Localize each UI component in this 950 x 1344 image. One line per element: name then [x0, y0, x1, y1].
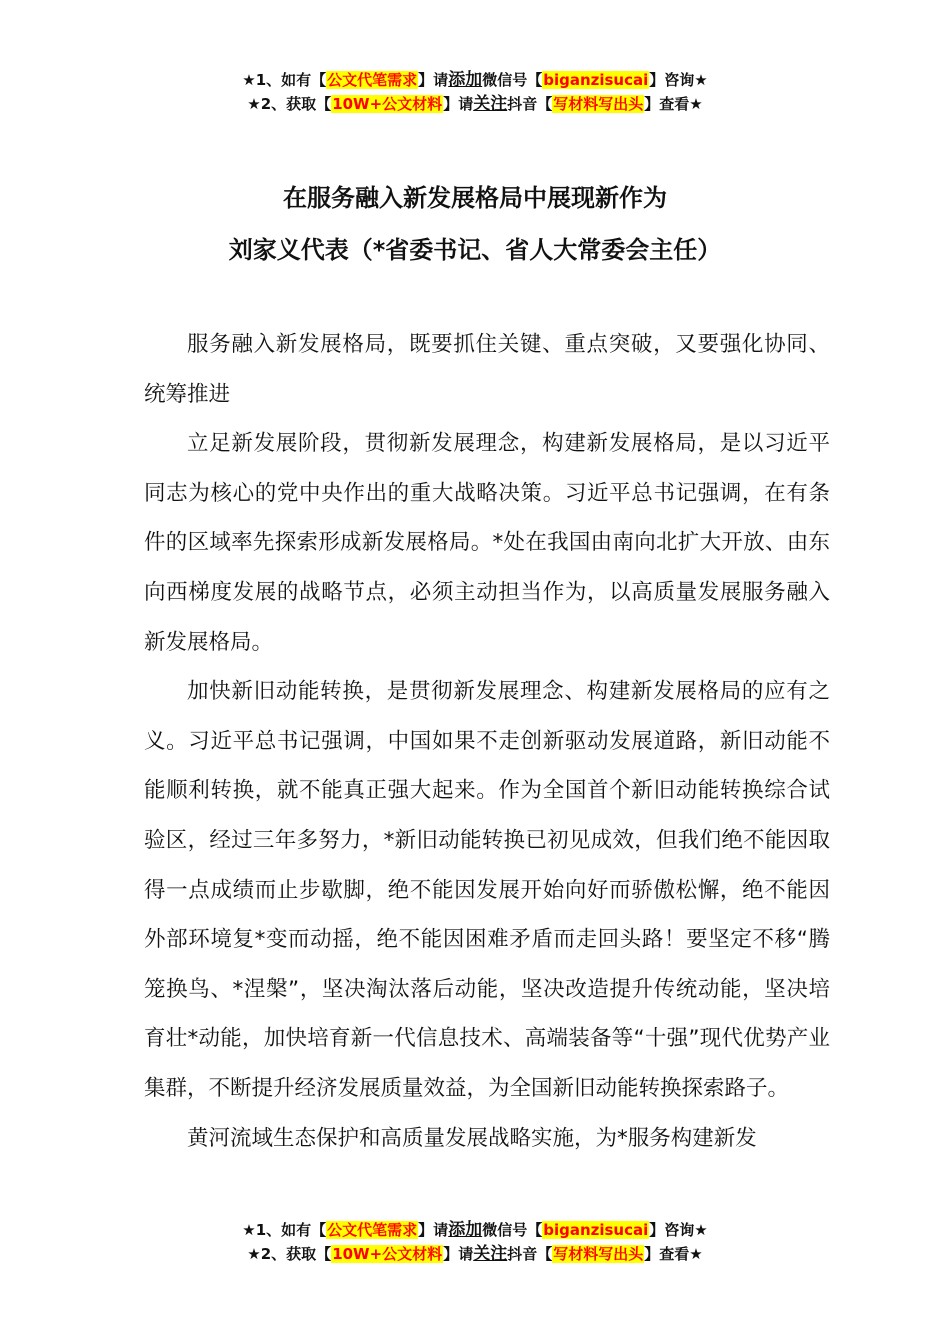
promo-line-1	[0, 1218, 950, 1242]
document-heading	[0, 172, 950, 276]
promo-underline: 添加	[448, 1220, 483, 1240]
promo-line-2	[0, 1242, 950, 1266]
promo-text: 】请	[443, 1245, 474, 1263]
promo-text: 】咨询★	[649, 71, 708, 89]
promo-highlight: 10W+公文材料	[332, 95, 443, 113]
promo-highlight: 公文代笔需求	[327, 1221, 418, 1239]
body-paragraph: 黄河流域生态保护和高质量发展战略实施，为*服务构建新发	[187, 1125, 757, 1151]
document-subtitle: 刘家义代表（*省委书记、省人大常委会主任）	[228, 236, 722, 264]
body-paragraph: 服务融入新发展格局，既要抓住关键、重点突破，又要强化协同、统筹推进	[144, 332, 830, 407]
promo-line-1	[0, 68, 950, 92]
promo-text: 抖音【	[507, 1245, 553, 1263]
promo-text: 】查看★	[644, 1245, 703, 1263]
promo-highlight: 写材料写出头	[553, 95, 644, 113]
promo-text: ★2、获取【	[247, 95, 332, 113]
promo-highlight: biganzisucai	[543, 1221, 649, 1239]
promo-text: 】咨询★	[649, 1221, 708, 1239]
document-body	[144, 320, 830, 1163]
promo-highlight: 公文代笔需求	[327, 71, 418, 89]
promo-text: 】查看★	[644, 95, 703, 113]
promo-text: 微信号【	[482, 71, 543, 89]
promo-text: 】请	[418, 71, 449, 89]
promo-highlight: 写材料写出头	[553, 1245, 644, 1263]
document-title: 在服务融入新发展格局中展现新作为	[283, 184, 667, 212]
promo-underline: 关注	[473, 1244, 508, 1264]
promo-line-2	[0, 92, 950, 116]
promo-text: 】请	[418, 1221, 449, 1239]
promo-underline: 关注	[473, 94, 508, 114]
promo-text: ★1、如有【	[242, 1221, 327, 1239]
promo-text: ★2、获取【	[247, 1245, 332, 1263]
promo-underline: 添加	[448, 70, 483, 90]
promo-text: 】请	[443, 95, 474, 113]
promo-banner-bottom	[0, 1218, 950, 1266]
promo-highlight: biganzisucai	[543, 71, 649, 89]
promo-highlight: 10W+公文材料	[332, 1245, 443, 1263]
promo-text: ★1、如有【	[242, 71, 327, 89]
promo-text: 抖音【	[507, 95, 553, 113]
body-paragraph: 立足新发展阶段，贯彻新发展理念，构建新发展格局，是以习近平同志为核心的党中央作出的重大战略决策。习近平总书记强调，在有条件的区域率先探索形成新发展格局。*处在我国由南向北扩大开放、由东向西梯度发展的战略节点，必须主动担当作为，以高质量发展服务融入新发展格局。	[144, 431, 830, 655]
promo-text: 微信号【	[482, 1221, 543, 1239]
body-paragraph: 加快新旧动能转换，是贯彻新发展理念、构建新发展格局的应有之义。习近平总书记强调，中国如果不走创新驱动发展道路，新旧动能不能顺利转换，就不能真正强大起来。作为全国首个新旧动能转换综合试验区，经过三年多努力，*新旧动能转换已初见成效，但我们绝不能因取得一点成绩而止步歇脚，绝不能因发展开始向好而骄傲松懈，绝不能因外部环境复*变而动摇，绝不能因困难矛盾而走回头路！要坚定不移“腾笼换鸟、*涅槃”，坚决淘汰落后动能，坚决改造提升传统动能，坚决培育壮*动能，加快培育新一代信息技术、高端装备等“十强”现代优势产业集群，不断提升经济发展质量效益，为全国新旧动能转换探索路子。	[144, 679, 830, 1101]
promo-banner-top	[0, 68, 950, 116]
